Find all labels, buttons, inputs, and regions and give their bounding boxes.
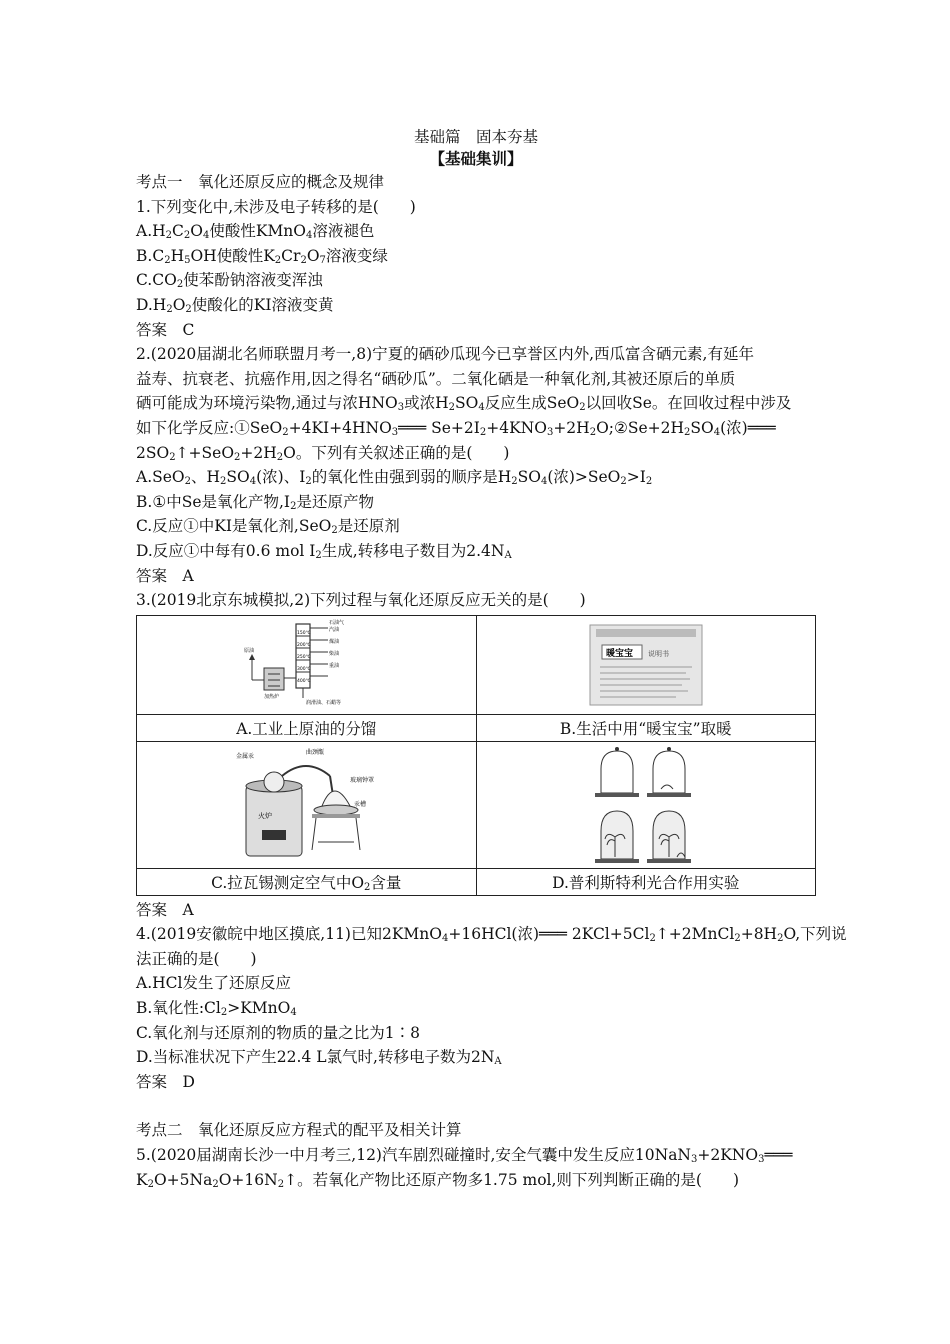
subscript: 2 bbox=[448, 402, 455, 414]
subscript: 2 bbox=[282, 426, 289, 438]
svg-text:重油: 重油 bbox=[329, 662, 340, 669]
subscript: 2 bbox=[479, 426, 487, 438]
subscript: 2 bbox=[164, 254, 171, 266]
q1-option-d: $D.H_2O_2$使酸化的KI溶液变黄 bbox=[136, 295, 334, 315]
subscript: A bbox=[504, 549, 512, 561]
svg-text:300℃: 300℃ bbox=[297, 666, 311, 672]
subscript: 2 bbox=[511, 476, 518, 488]
section-heading-1: 考点一 氧化还原反应的概念及规律 bbox=[136, 173, 385, 191]
q1-answer: 答案 C bbox=[136, 320, 195, 339]
q1-stem: 1.下列变化中,未涉及电子转移的是( ) bbox=[136, 197, 416, 216]
svg-text:汽油: 汽油 bbox=[329, 626, 340, 633]
subscript: 2 bbox=[147, 1178, 154, 1190]
subscript: 2 bbox=[169, 451, 176, 463]
page-title: 基础篇 固本夯基 bbox=[413, 128, 538, 146]
q4-option-b: B.氧化性$:Cl_2>KMnO_4$ bbox=[136, 999, 297, 1019]
q2-line-4: 如下化学反应$:①SeO_2+4KI+4HNO_3═══$ $Se+2I_2+4KNO_3+2H_2O;②Se+2H_2SO_4$(浓)═══ bbox=[136, 418, 776, 438]
svg-text:150℃: 150℃ bbox=[297, 630, 311, 636]
q4-answer: 答案 D bbox=[136, 1072, 195, 1091]
q2-option-b: B.①中Se是氧化产物$,I_2$是还原产物 bbox=[136, 492, 374, 512]
q2-option-d: D.反应①中每有0.6 mol $I_2$生成,转移电子数目为$2.4N_A$ bbox=[136, 541, 512, 561]
subscript: 2 bbox=[589, 426, 597, 438]
subscript: 2 bbox=[165, 230, 173, 242]
q1-option-a: $A.H_2C_2O_4$使酸性KMnO$_4$溶液褪色 bbox=[136, 222, 375, 242]
subscript: 4 bbox=[713, 426, 721, 438]
page-subtitle: 【基础集训】 bbox=[429, 149, 523, 168]
subscript: 3 bbox=[397, 402, 405, 414]
svg-text:原油: 原油 bbox=[244, 647, 255, 654]
q3-image-b-cell bbox=[476, 615, 816, 714]
q1-option-c: $C.CO_2$使苯酚钠溶液变浑浊 bbox=[136, 271, 323, 291]
q4-line-2: 法正确的是( ) bbox=[136, 949, 257, 968]
subscript: 4 bbox=[478, 402, 485, 414]
subscript: 4 bbox=[306, 230, 313, 242]
q3-options-table bbox=[136, 615, 816, 896]
q2-line-1: 2.(2020届湖北名师联盟月考一,8)宁夏的硒砂瓜现今已享誉区内外,西瓜富含硒元素,有延年 bbox=[136, 345, 754, 364]
subscript: 2 bbox=[183, 230, 191, 242]
subscript: 4 bbox=[290, 1007, 297, 1019]
subscript: 2 bbox=[734, 933, 741, 945]
subscript: 3 bbox=[758, 1154, 765, 1166]
subscript: 2 bbox=[684, 426, 691, 438]
subscript: 2 bbox=[184, 476, 191, 488]
subscript: 2 bbox=[220, 1007, 228, 1019]
q2-option-a: A.SeO$_2$、$H_2SO_4$(浓)、$I_2$的氧化性由强到弱的顺序是$H_2SO_4$(浓)$>SeO_2>I_2$ bbox=[136, 468, 653, 488]
q4-line-1: 4.(2019安徽皖中地区摸底,11)已知2KMnO$_4$+16HCl(浓)═══ $2KCl+5Cl_2↑+2MnCl_2+8H_2O$,下列说 bbox=[136, 925, 847, 945]
svg-text:400℃: 400℃ bbox=[297, 678, 311, 684]
q2-line-5: $2SO_2↑+SeO_2+2H_2O$。下列有关叙述正确的是( ) bbox=[136, 443, 510, 463]
subscript: 3 bbox=[546, 426, 554, 438]
svg-text:润滑油、石蜡等: 润滑油、石蜡等 bbox=[306, 699, 342, 706]
subscript: 3 bbox=[691, 1154, 698, 1166]
svg-text:煤油: 煤油 bbox=[329, 638, 340, 645]
subscript: 2 bbox=[176, 279, 184, 291]
subscript: 2 bbox=[579, 402, 586, 414]
q5-line-2: $K_2O+5Na_2O+16N_2↑$。若氧化产物比还原产物多1.75 mol,则下列判断正确的是( ) bbox=[136, 1170, 740, 1190]
section-heading-2: 考点二 氧化还原反应方程式的配平及相关计算 bbox=[136, 1121, 462, 1140]
svg-text:250℃: 250℃ bbox=[297, 654, 311, 660]
priestley-experiment-image bbox=[591, 745, 701, 865]
subscript: 2 bbox=[234, 451, 241, 463]
subscript: A bbox=[494, 1056, 502, 1068]
subscript: 2 bbox=[305, 476, 312, 488]
q3-image-c-cell bbox=[137, 741, 477, 868]
subscript: 2 bbox=[220, 476, 227, 488]
q3-caption-d: D.普利斯特利光合作用实验 bbox=[476, 868, 816, 895]
subscript: 2 bbox=[274, 254, 282, 266]
subscript: 2 bbox=[777, 933, 784, 945]
label-b-1: 说明书 bbox=[647, 649, 669, 658]
document-page bbox=[136, 126, 847, 1192]
q3-stem: 3.(2019北京东城模拟,2)下列过程与氧化还原反应无关的是( ) bbox=[136, 591, 586, 610]
subscript: 7 bbox=[319, 254, 326, 266]
label-c-3: 汞槽 bbox=[354, 800, 367, 808]
q4-option-c: C.氧化剂与还原剂的物质的量之比为1∶8 bbox=[136, 1023, 420, 1042]
subscript: 2 bbox=[277, 1178, 285, 1190]
subscript: 2 bbox=[212, 1178, 219, 1190]
subscript: 2 bbox=[300, 254, 307, 266]
label-a-0: 石油气 bbox=[329, 619, 345, 626]
subscript: 4 bbox=[540, 476, 548, 488]
q2-line-3: 硒可能成为环境污染物,通过与浓$HNO_3$或浓$H_2SO_4$反应生成SeO$_2$以回收Se。在回收过程中涉及 bbox=[136, 394, 792, 414]
q5-line-1: 5.(2020届湖南长沙一中月考三,12)汽车剧烈碰撞时,安全气囊中发生反应$10NaN_3+2KNO_3═══$ bbox=[136, 1146, 793, 1166]
q4-option-d: D.当标准状况下产生22.4 L氯气时,转移电子数为$2N_A$ bbox=[136, 1048, 502, 1068]
subscript: 2 bbox=[364, 881, 371, 893]
subscript: 2 bbox=[315, 549, 322, 561]
q4-option-a: A.HCl发生了还原反应 bbox=[136, 974, 291, 993]
subscript: 2 bbox=[166, 303, 173, 315]
subscript: 5 bbox=[184, 254, 191, 266]
subscript: 4 bbox=[249, 476, 257, 488]
subscript: 2 bbox=[276, 451, 284, 463]
label-c-4: 火炉 bbox=[258, 811, 273, 820]
q2-answer: 答案 A bbox=[136, 566, 194, 585]
q3-answer: 答案 A bbox=[136, 900, 194, 919]
svg-text:200℃: 200℃ bbox=[297, 642, 311, 648]
subscript: 4 bbox=[202, 230, 210, 242]
subscript: 2 bbox=[645, 476, 653, 488]
label-c-0: 金属汞 bbox=[236, 752, 255, 760]
hand-warmer-package-image bbox=[586, 621, 706, 709]
q2-line-2: 益寿、抗衰老、抗癌作用,因之得名“硒砂瓜”。二氧化硒是一种氧化剂,其被还原后的单质 bbox=[136, 369, 736, 388]
q3-image-a-cell bbox=[137, 615, 477, 714]
subscript: 4 bbox=[441, 933, 449, 945]
q3-caption-c: C.拉瓦锡测定空气中$O_2$含量 bbox=[137, 868, 477, 895]
lavoisier-apparatus-image bbox=[226, 746, 386, 864]
subscript: 2 bbox=[649, 933, 656, 945]
distillation-tower-image bbox=[236, 618, 376, 712]
q2-option-c: C.反应①中KI是氧化剂,SeO$_2$是还原剂 bbox=[136, 517, 400, 537]
subscript: 2 bbox=[620, 476, 627, 488]
q3-caption-a: A.工业上原油的分馏 bbox=[137, 714, 477, 741]
subscript: 2 bbox=[185, 303, 192, 315]
subscript: 2 bbox=[331, 525, 338, 537]
subscript: 2 bbox=[290, 500, 297, 512]
q3-image-d-cell bbox=[476, 741, 816, 868]
subscript: 3 bbox=[391, 426, 399, 438]
svg-text:柴油: 柴油 bbox=[329, 650, 340, 657]
label-c-1: 曲颈甑 bbox=[306, 748, 325, 756]
label-c-2: 玻璃钟罩 bbox=[350, 776, 375, 784]
label-b-0: 暖宝宝 bbox=[605, 648, 633, 659]
svg-text:加热炉: 加热炉 bbox=[264, 693, 280, 700]
q3-caption-b: B.生活中用“暖宝宝”取暖 bbox=[476, 714, 816, 741]
q1-option-b: $B.C_2H_5OH$使酸性$K_2Cr_2O_7$溶液变绿 bbox=[136, 246, 388, 266]
